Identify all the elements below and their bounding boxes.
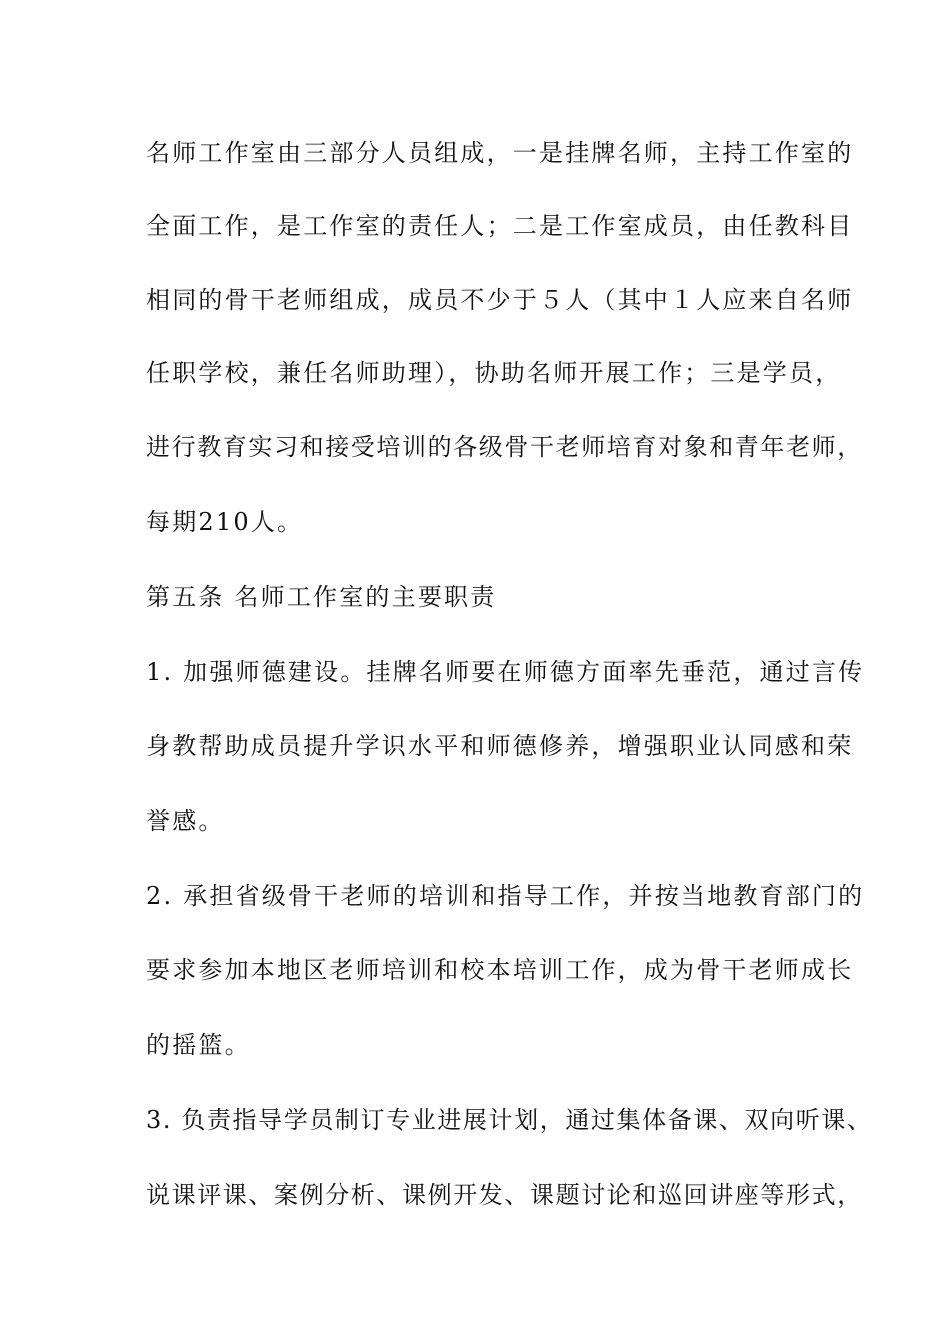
paragraph-line: 相同的骨干老师组成，成员不少于５人（其中１人应来自名师 (146, 286, 854, 314)
list-item-line: 说课评课、案例分析、课例开发、课题讨论和巡回讲座等形式， (146, 1181, 863, 1209)
section-heading: 第五条 名师工作室的主要职责 (146, 583, 497, 611)
paragraph-line: 进行教育实习和接受培训的各级骨干老师培育对象和青年老师， (146, 433, 863, 461)
list-item-line: 的摇篮。 (146, 1031, 251, 1059)
paragraph-line: 名师工作室由三部分人员组成，一是挂牌名师，主持工作室的 (146, 139, 854, 167)
list-item-line: 要求参加本地区老师培训和校本培训工作，成为骨干老师成长 (146, 956, 854, 984)
list-item-line: 2. 承担省级骨干老师的培训和指导工作，并按当地教育部门的 (146, 882, 865, 910)
list-item-line: 3. 负责指导学员制订专业进展计划，通过集体备课、双向听课、 (146, 1106, 873, 1134)
paragraph-line: 全面工作，是工作室的责任人；二是工作室成员，由任教科目 (146, 212, 854, 240)
paragraph-line: 任职学校，兼任名师助理），协助名师开展工作；三是学员， (146, 359, 842, 387)
list-item-line: 1. 加强师德建设。挂牌名师要在师德方面率先垂范，通过言传 (146, 658, 865, 686)
paragraph-line: 每期210人。 (146, 508, 304, 536)
list-item-line: 身教帮助成员提升学识水平和师德修养，增强职业认同感和荣 (146, 732, 854, 760)
list-item-line: 誉感。 (146, 807, 225, 835)
